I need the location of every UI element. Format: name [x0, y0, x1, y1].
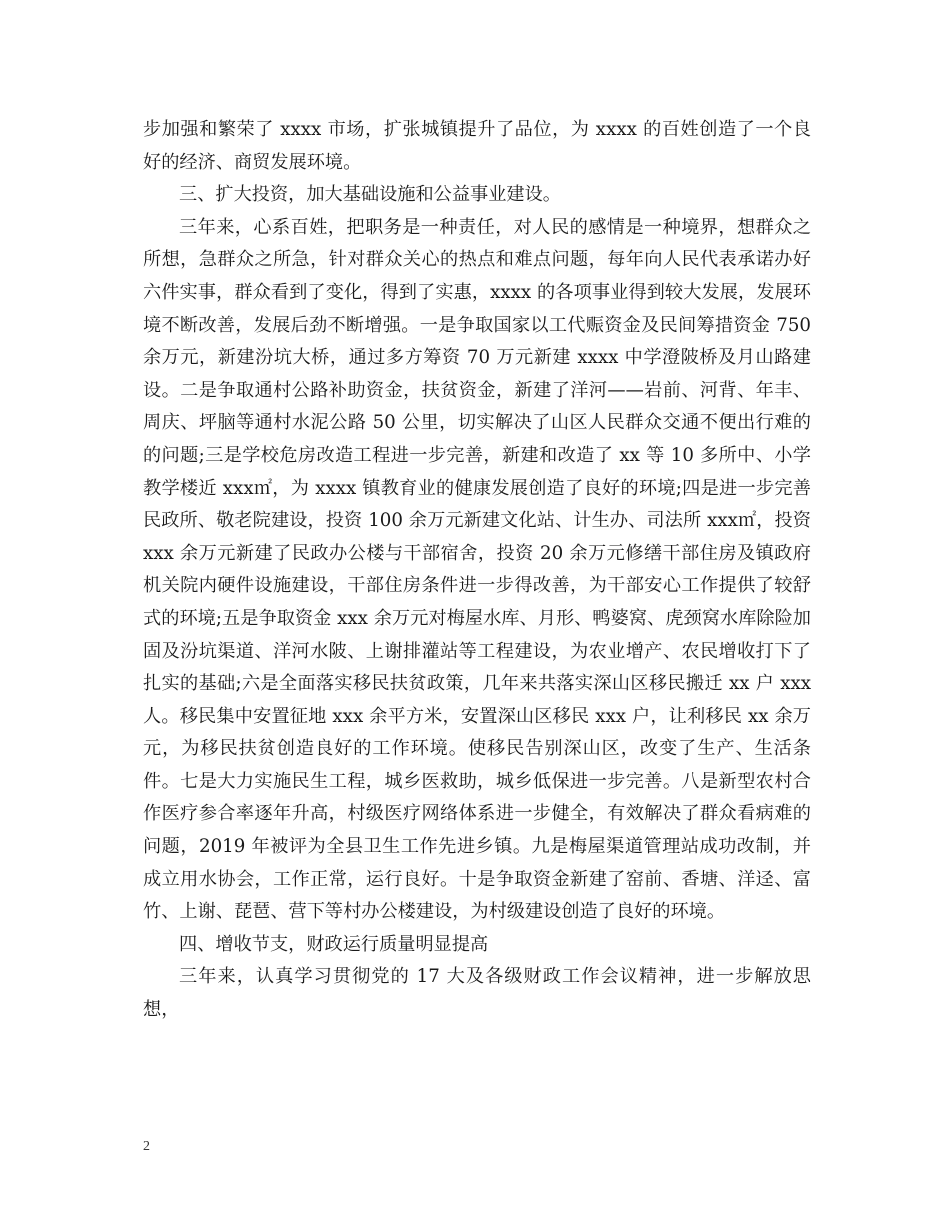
- section-heading-3: 三、扩大投资，加大基础设施和公益事业建设。: [179, 184, 561, 206]
- paragraph-finance: 三年来，认真学习贯彻党的 17 大及各级财政工作会议精神，进一步解放思想，: [143, 966, 811, 1021]
- page-number: 2: [143, 1139, 150, 1154]
- paragraph-infrastructure: 三年来，心系百姓，把职务是一种责任，对人民的感情是一种境界，想群众之所想，急群众之所急，针对群众关心的热点和难点问题，每年向人民代表承诺办好六件实事，群众看到了变化，得到了实惠，xxxx 的各项事业得到较大发展，发展环境不断改善，发展后劲不断增强。一是争取国家以工代赈资金及民间筹措资金 750 余万元，新建汾坑大桥，通过多方筹资 70 万元新建 xxxx 中学澄陂桥及月山路建设。二是争取通村公路补助资金，扶贫资金，新建了洋河——岩前、河背、年丰、周庆、坪脑等通村水泥公路 50 公里，切实解决了山区人民群众交通不便出行难的的问题;三是学校危房改造工程进一步完善，新建和改造了 xx 等 10 多所中、小学教学楼近 xxx㎡，为 xxxx 镇教育业的健康发展创造了良好的环境;四是进一步完善民政所、敬老院建设，投资 100 余万元新建文化站、计生办、司法所 xxx㎡，投资 xxx 余万元新建了民政办公楼与干部宿舍，投资 20 余万元修缮干部住房及镇政府机关院内硬件设施建设，干部住房条件进一步得改善，为干部安心工作提供了较舒式的环境;五是争取资金 xxx 余万元对梅屋水库、月形、鸭婆窝、虎颈窝水库除险加固及汾坑渠道、洋河水陂、上谢排灌站等工程建设，为农业增产、农民增收打下了扎实的基础;六是全面落实移民扶贫政策，几年来共落实深山区移民搬迁 xx 户 xxx 人。移民集中安置征地 xxx 余平方米，安置深山区移民 xxx 户，让利移民 xx 余万元，为移民扶贫创造良好的工作环境。使移民告别深山区，改变了生产、生活条件。七是大力实施民生工程，城乡医救助，城乡低保进一步完善。八是新型农村合作医疗参合率逐年升高，村级医疗网络体系进一步健全，有效解决了群众看病难的问题，2019 年被评为全县卫生工作先进乡镇。九是梅屋渠道管理站成功改制，并成立用水协会，工作正常，运行良好。十是争取资金新建了窑前、香塘、洋迳、富竹、上谢、琵琶、营下等村办公楼建设，为村级建设创造了良好的环境。: [143, 216, 811, 923]
- paragraph-continuation: 步加强和繁荣了 xxxx 市场，扩张城镇提升了品位，为 xxxx 的百姓创造了一个良好的经济、商贸发展环境。: [143, 119, 811, 173]
- document-body: [143, 114, 811, 1027]
- section-heading-4: 四、增收节支，财政运行质量明显提高: [179, 933, 489, 955]
